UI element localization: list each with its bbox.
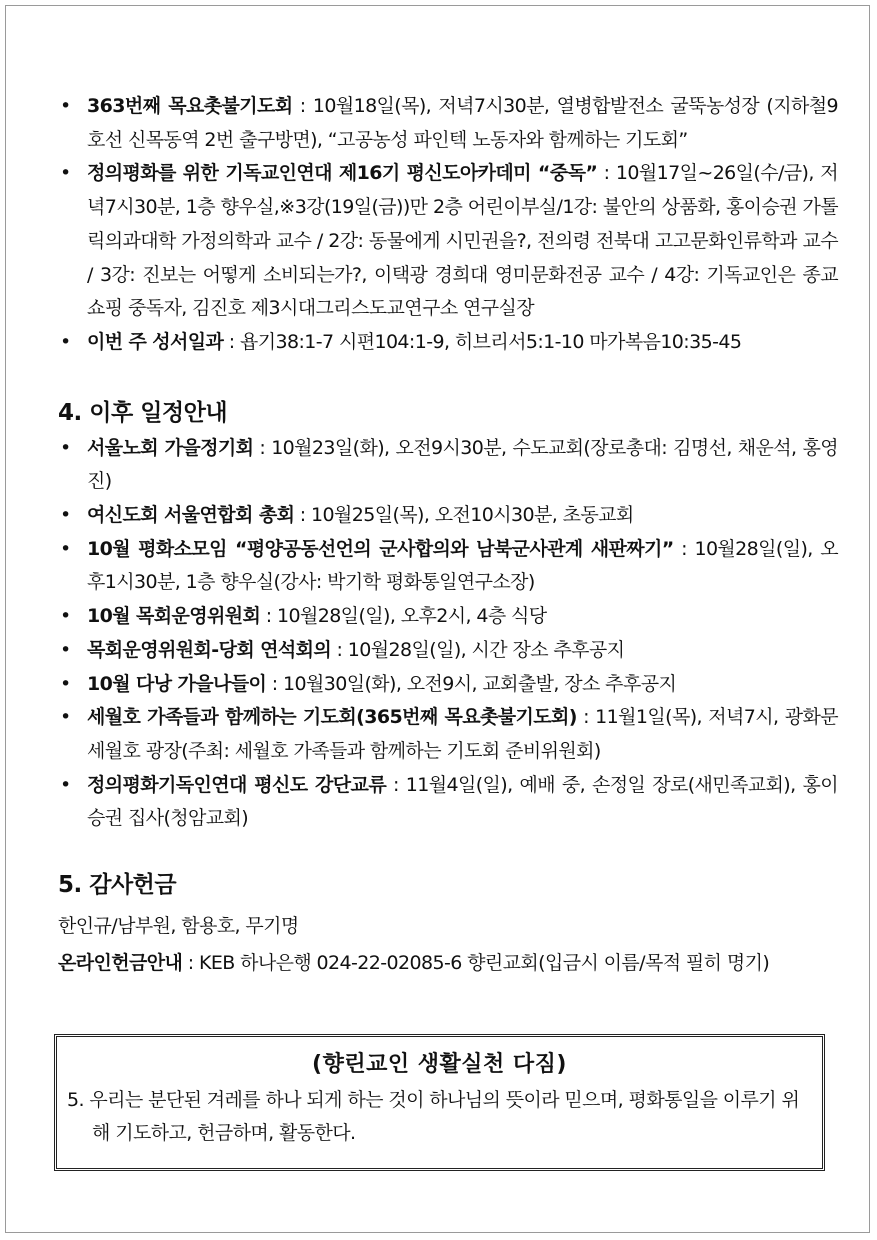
online-offering-info [58, 945, 838, 982]
item-body: : 10월23일(화), 오전9시30분, 수도교회(장로총대: 김명선, 채운석, 홍영진) [87, 436, 838, 493]
item-body: : 10월28일(일), 시간 장소 추후공지 [331, 638, 625, 661]
item-lead: 10월 목회운영위원회 [87, 605, 261, 628]
item-body: : 10월25일(목), 오전10시30분, 초동교회 [294, 504, 634, 527]
donor-list: 한인규/남부원, 함용호, 무기명 [58, 915, 299, 938]
item-body: : 10월18일(목), 저녁7시30분, 열병합발전소 굴뚝농성장 (지하철9호선 신목동역 2번 출구방면), “고공농성 파인텍 노동자와 함께하는 기도회” [87, 95, 838, 151]
item-body: : 10월28일(일), 오후1시30분, 1층 향우실(강사: 박기학 평화통일연구소장) [87, 537, 839, 594]
list-item [58, 90, 838, 157]
section3-list [58, 90, 838, 360]
list-item [58, 533, 838, 600]
bulletin-content [58, 90, 838, 982]
list-item [58, 769, 838, 836]
item-body: : 11월1일(목), 저녁7시, 광화문 세월호 광장(주최: 세월호 가족들과 함께하는 기도회 준비위원회) [87, 706, 838, 762]
item-lead: 정의평화를 위한 기독교인연대 제16기 평신도아카데미 “중독” [87, 162, 598, 185]
pledge-text: 5. 우리는 분단된 겨레를 하나 되게 하는 것이 하나님의 뜻이라 믿으며, 평화통일을 이루기 위해 기도하고, 헌금하며, 활동한다. [67, 1089, 800, 1144]
list-item [58, 499, 838, 533]
list-item [58, 157, 838, 326]
item-body: : 10월30일(화), 오전9시, 교회출발, 장소 추후공지 [266, 672, 677, 695]
list-item [58, 326, 838, 360]
list-item [58, 600, 838, 634]
item-lead: 이번 주 성서일과 [87, 330, 224, 353]
online-offering-label: 온라인헌금안내 [58, 952, 183, 975]
item-body: : 10월17일~26일(수/금), 저녁7시30분, 1층 향우실,※3강(19일(금))만 2층 어린이부실/1강: 불안의 상품화, 홍이승권 가톨릭의과대학 가정의학과 교수 / 2강: 동물에게 시민권을?, 전의령 전북대 고고문화인류학과 교수 / 3강: 진보는 어떻게 소비되는가?, 이택광 경희대 영미문화전공 교수 / 4강: 기독교인은 종교 쇼핑 중독자, 김진호 제3시대그리스도교연구소 연구실장 [87, 162, 838, 320]
item-lead: 10월 다낭 가을나들이 [87, 672, 267, 695]
section4-list [58, 432, 838, 836]
item-lead: 여신도회 서울연합회 총회 [87, 504, 295, 527]
item-lead: 목회운영위원회-당회 연석회의 [87, 638, 332, 661]
list-item [58, 668, 838, 702]
pledge-title: (향린교인 생활실천 다짐) [312, 1052, 567, 1077]
pledge-box [54, 1034, 825, 1171]
online-offering-detail: : KEB 하나은행 024-22-02085-6 향린교회(입금시 이름/목적 필히 명기) [182, 952, 770, 975]
list-item [58, 432, 838, 499]
list-item [58, 701, 838, 768]
item-body: : 욥기38:1-7 시편104:1-9, 히브리서5:1-10 마가복음10:35-45 [223, 330, 742, 353]
section5-title: 5. 감사헌금 [58, 872, 177, 899]
item-body: : 10월28일(일), 오후2시, 4층 식당 [260, 605, 547, 628]
list-item [58, 634, 838, 668]
item-lead: 정의평화기독인연대 평신도 강단교류 [87, 773, 387, 796]
item-lead: 10월 평화소모임 “평양공동선언의 군사합의와 남북군사관계 새판짜기” [87, 537, 674, 560]
item-body: : 11월4일(일), 예배 중, 손정일 장로(새민족교회), 홍이승권 집사(청암교회) [87, 773, 838, 830]
item-lead: 363번째 목요촛불기도회 [87, 95, 293, 117]
item-lead: 서울노회 가을정기회 [87, 436, 254, 459]
item-lead: 세월호 가족들과 함께하는 기도회(365번째 목요촛불기도회) [87, 706, 577, 729]
section4-title: 4. 이후 일정안내 [58, 399, 228, 426]
